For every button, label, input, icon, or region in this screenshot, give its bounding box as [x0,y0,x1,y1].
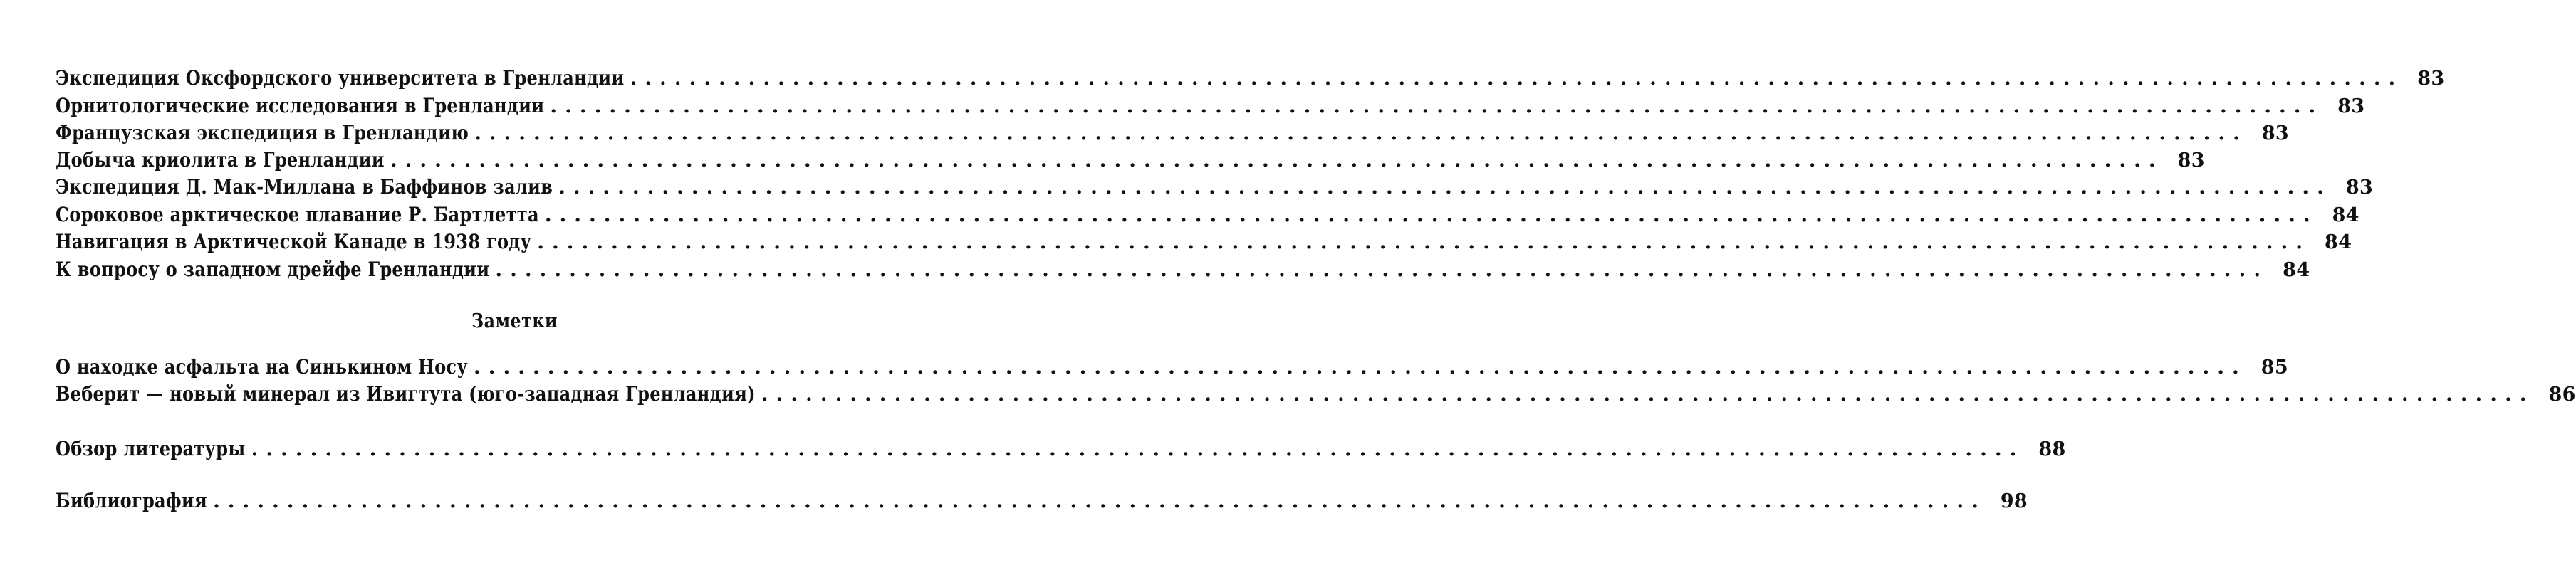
toc-entry-page: 84 [2332,204,2359,226]
toc-entry-title: Экспедиция Оксфордского университета в Гренландии [56,66,625,90]
dot-leader: ........................................................................................................................ [544,203,2318,226]
toc-entry [56,120,2290,146]
toc-entry-page: 86 [2548,384,2576,406]
toc-entry [56,354,2288,380]
toc-entry-bibliography [56,488,2028,514]
toc-entry-page: 98 [2000,490,2028,512]
dot-leader: ........................................................................................................................ [550,94,2324,117]
toc-entry-title: Веберит — новый минерал из Ивигтута (юго-западная Гренландия) [56,382,756,406]
toc-entry-page: 83 [2261,122,2290,144]
toc-entry-title: Французская экспедиция в Гренландию [56,121,469,144]
dot-leader: ........................................................................................................................ [390,148,2164,172]
dot-leader: ........................................................................................................................ [537,230,2311,253]
toc-entry-title: О находке асфальта на Синькином Носу [56,355,468,379]
dot-leader: ........................................................................................................................ [558,175,2332,199]
dot-leader: ........................................................................................................................ [761,382,2535,406]
toc-entry-page: 84 [2283,259,2310,281]
toc-entry-title: Обзор литературы [56,437,246,460]
toc-entry-page: 88 [2038,438,2066,460]
dot-leader: ........................................................................................................................ [495,258,2269,281]
toc-entry [56,174,2374,200]
toc-entry-page: 83 [2345,176,2374,199]
toc-entry-literature [56,436,2066,462]
toc-entry [56,229,2352,255]
toc-entry-page: 85 [2260,357,2288,379]
toc-entry [56,381,2576,407]
toc-entry-title: К вопросу о западном дрейфе Гренландии [56,258,490,281]
toc-entry [56,93,2365,119]
toc-entry-title: Навигация в Арктической Канаде в 1938 году [56,230,532,253]
notes-section-heading: Заметки [471,310,558,332]
dot-leader: ........................................................................................................................ [251,437,2025,460]
toc-entry [56,202,2359,228]
toc-entry-title: Добыча криолита в Гренландии [56,148,385,172]
toc-entry-title: Сороковое арктическое плавание Р. Бартлетта [56,203,539,226]
toc-entry-page: 83 [2417,68,2445,90]
toc-entry [56,257,2310,283]
dot-leader: ........................................................................................................................ [474,121,2248,144]
dot-leader: ........................................................................................................................ [473,355,2247,379]
toc-entry-title: Библиография [56,489,208,512]
toc-entry-page: 83 [2337,95,2365,117]
dot-leader: ........................................................................................................................ [213,489,1986,512]
toc-entry [56,65,2445,91]
toc-entry-page: 84 [2325,231,2352,253]
toc-entry-title: Экспедиция Д. Мак-Миллана в Баффинов залив [56,175,553,199]
dot-leader: ........................................................................................................................ [630,66,2404,90]
toc-entry [56,147,2205,173]
toc-entry-page: 83 [2177,149,2205,172]
toc-entry-title: Орнитологические исследования в Гренландии [56,94,545,117]
